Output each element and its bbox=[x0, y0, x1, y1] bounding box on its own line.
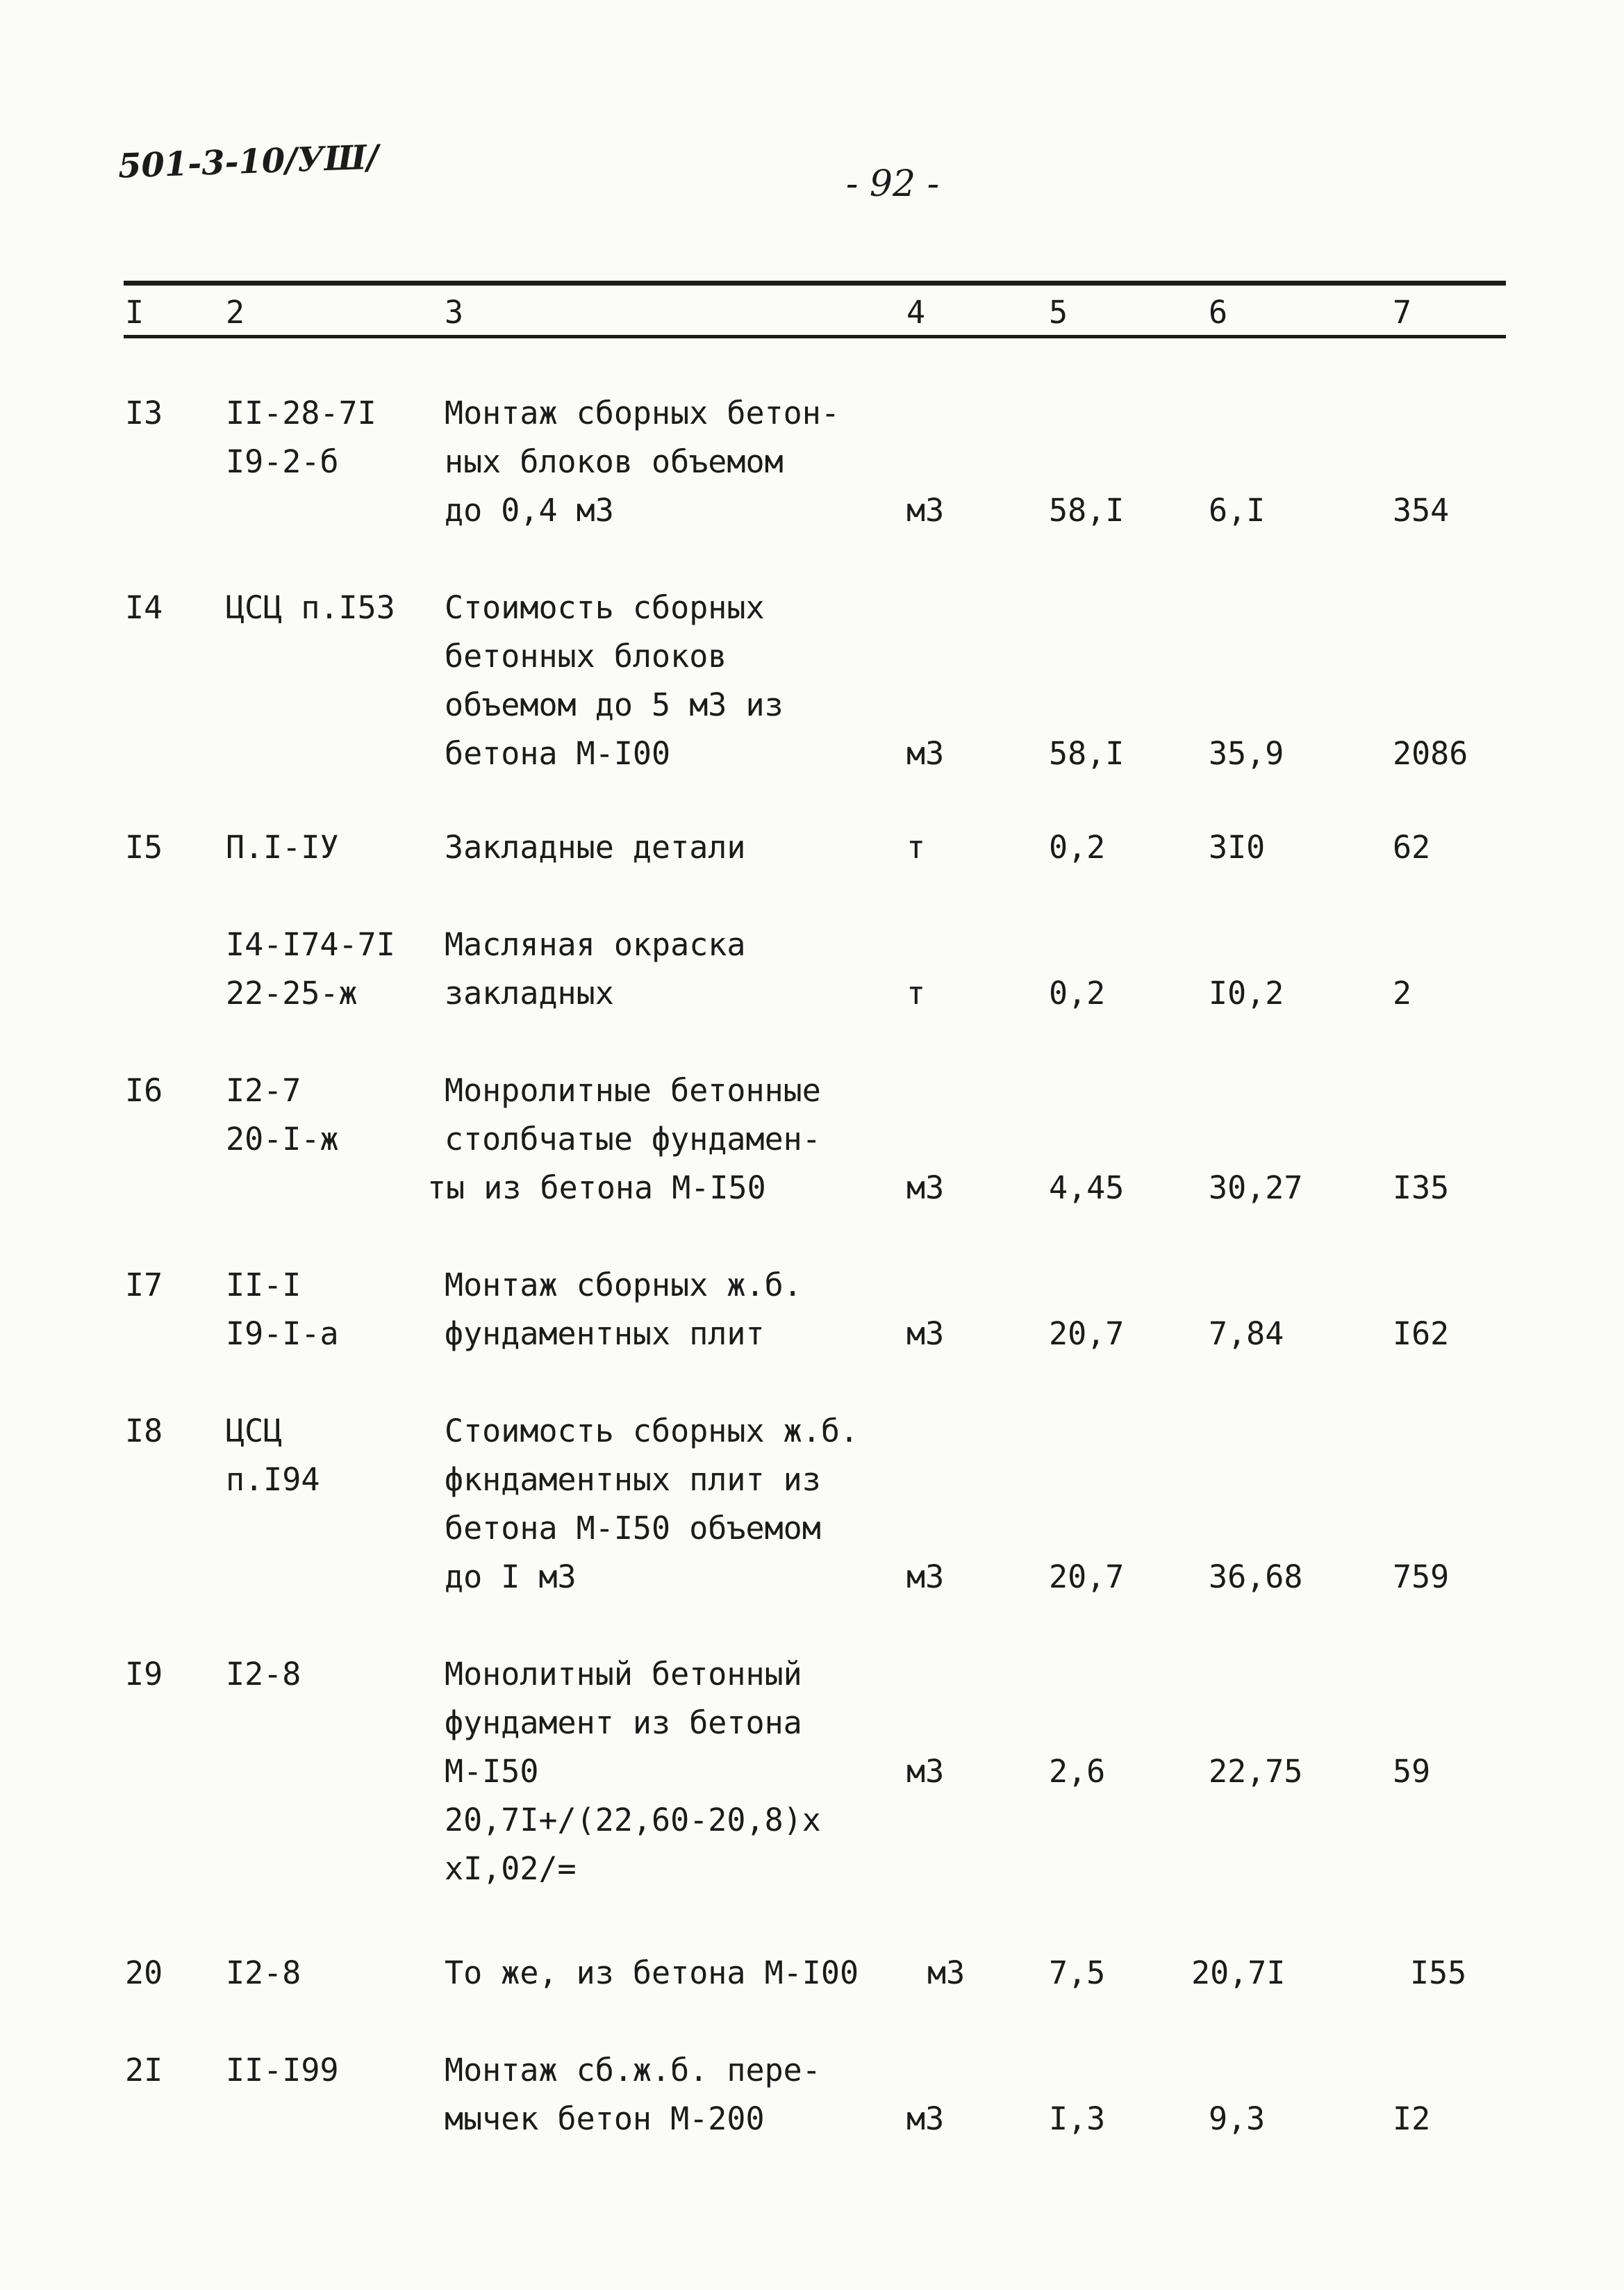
description-line: фундаментных плит bbox=[445, 1315, 765, 1352]
norm-code bbox=[226, 389, 376, 486]
unit: м3 bbox=[906, 1169, 945, 1206]
work-description bbox=[445, 389, 840, 535]
work-description bbox=[445, 1949, 859, 1997]
description-line: объемом до 5 м3 из bbox=[445, 686, 784, 723]
total-cost: I35 bbox=[1393, 1169, 1450, 1206]
norm-code-line: I2-7 bbox=[226, 1072, 301, 1109]
row-number: I4 bbox=[125, 589, 163, 626]
description-line: То же, из бетона М-I00 bbox=[445, 1954, 859, 1991]
norm-code-line: ЦСЦ п.I53 bbox=[226, 589, 395, 626]
description-line: хI,02/= bbox=[445, 1850, 577, 1887]
unit: м3 bbox=[906, 1558, 945, 1595]
norm-code-line: II-I99 bbox=[226, 2052, 339, 2089]
description-line: фундамент из бетона bbox=[445, 1704, 802, 1741]
description-line: бетона М-I50 объемом bbox=[445, 1510, 821, 1547]
description-line: Стоимость сборных ж.б. bbox=[445, 1412, 859, 1449]
total-cost: 354 bbox=[1393, 492, 1450, 529]
work-description bbox=[445, 1650, 821, 1893]
norm-code bbox=[226, 1949, 301, 1997]
header-col-4: 4 bbox=[906, 294, 926, 331]
norm-code bbox=[226, 921, 395, 1018]
work-description bbox=[445, 2046, 821, 2143]
work-description bbox=[445, 921, 745, 1018]
header-col-2: 2 bbox=[226, 294, 245, 331]
description-line: Закладные детали bbox=[445, 829, 746, 866]
norm-code bbox=[226, 823, 339, 872]
unit-price: 7,84 bbox=[1209, 1315, 1284, 1352]
description-line: до 0,4 м3 bbox=[445, 492, 614, 529]
quantity: 7,5 bbox=[1049, 1954, 1106, 1991]
norm-code bbox=[226, 1407, 320, 1504]
unit-price: 20,7I bbox=[1191, 1954, 1286, 1991]
unit: м3 bbox=[927, 1954, 966, 1991]
unit-price: 30,27 bbox=[1209, 1169, 1303, 1206]
unit: т bbox=[906, 829, 926, 866]
norm-code-line: II-28-7I bbox=[226, 395, 376, 431]
quantity: 0,2 bbox=[1049, 829, 1106, 866]
description-line: до I м3 bbox=[445, 1558, 577, 1595]
unit: м3 bbox=[906, 2100, 945, 2137]
header-col-6: 6 bbox=[1209, 294, 1228, 331]
unit-price: I0,2 bbox=[1209, 975, 1284, 1012]
description-line: М-I50 bbox=[445, 1753, 539, 1790]
unit-price: 3I0 bbox=[1209, 829, 1266, 866]
description-line: фкндаментных плит из bbox=[445, 1461, 821, 1498]
total-cost: I55 bbox=[1410, 1954, 1467, 1991]
page-number: - 92 - bbox=[845, 163, 940, 205]
description-line: ных блоков объемом bbox=[445, 443, 784, 480]
description-line: Монтаж сборных ж.б. bbox=[445, 1267, 802, 1303]
norm-code-line: п.I94 bbox=[226, 1461, 320, 1498]
header-col-1: I bbox=[125, 294, 144, 331]
description-line: бетона М-I00 bbox=[445, 735, 671, 772]
unit: т bbox=[906, 975, 926, 1012]
norm-code-line: II-I bbox=[226, 1267, 301, 1303]
row-number: I7 bbox=[125, 1267, 163, 1303]
description-line: закладных bbox=[445, 975, 614, 1012]
quantity: 58,I bbox=[1049, 735, 1125, 772]
description-line: Монолитный бетонный bbox=[445, 1656, 802, 1692]
total-cost: 59 bbox=[1393, 1753, 1431, 1790]
table-header-rule bbox=[124, 335, 1506, 338]
row-number: I5 bbox=[125, 829, 163, 866]
description-line: Масляная окраска bbox=[445, 926, 746, 963]
norm-code bbox=[226, 2046, 339, 2095]
norm-code-line: I4-I74-7I bbox=[226, 926, 395, 963]
header-col-5: 5 bbox=[1049, 294, 1068, 331]
description-line: столбчатые фундамен- bbox=[445, 1121, 821, 1158]
norm-code bbox=[226, 1066, 339, 1164]
work-description bbox=[427, 1066, 821, 1212]
unit: м3 bbox=[906, 735, 945, 772]
norm-code-line: ЦСЦ bbox=[226, 1412, 283, 1449]
norm-code-line: П.I-IУ bbox=[226, 829, 339, 866]
quantity: 20,7 bbox=[1049, 1315, 1125, 1352]
quantity: 2,6 bbox=[1049, 1753, 1106, 1790]
unit-price: 35,9 bbox=[1209, 735, 1284, 772]
description-line: Монролитные бетонные bbox=[445, 1072, 821, 1109]
norm-code bbox=[226, 1261, 339, 1358]
work-description bbox=[445, 1407, 859, 1601]
total-cost: 759 bbox=[1393, 1558, 1450, 1595]
row-number: 20 bbox=[125, 1954, 163, 1991]
norm-code bbox=[226, 1650, 301, 1699]
row-number: I6 bbox=[125, 1072, 163, 1109]
total-cost: 2086 bbox=[1393, 735, 1468, 772]
total-cost: 2 bbox=[1393, 975, 1412, 1012]
header-col-3: 3 bbox=[445, 294, 464, 331]
description-line: 20,7I+/(22,60-20,8)х bbox=[445, 1802, 821, 1838]
norm-code-line: I9-2-б bbox=[226, 443, 339, 480]
description-line: Монтаж сб.ж.б. пере- bbox=[445, 2052, 821, 2089]
document-code: 501-3-10/УШ/ bbox=[117, 138, 379, 186]
total-cost: I62 bbox=[1393, 1315, 1450, 1352]
work-description bbox=[445, 1261, 802, 1358]
row-number: I3 bbox=[125, 395, 163, 431]
work-description bbox=[445, 584, 784, 778]
table-header bbox=[0, 292, 1624, 333]
unit-price: 22,75 bbox=[1209, 1753, 1303, 1790]
quantity: 58,I bbox=[1049, 492, 1125, 529]
norm-code bbox=[226, 584, 395, 632]
unit: м3 bbox=[906, 1753, 945, 1790]
row-number: I9 bbox=[125, 1656, 163, 1692]
unit: м3 bbox=[906, 1315, 945, 1352]
quantity: 4,45 bbox=[1049, 1169, 1125, 1206]
description-line: Монтаж сборных бетон- bbox=[445, 395, 840, 431]
quantity: 20,7 bbox=[1049, 1558, 1125, 1595]
work-description bbox=[445, 823, 745, 872]
description-line: бетонных блоков bbox=[445, 638, 727, 675]
description-line: мычек бетон М-200 bbox=[445, 2100, 765, 2137]
norm-code-line: 20-I-ж bbox=[226, 1121, 339, 1158]
total-cost: I2 bbox=[1393, 2100, 1431, 2137]
unit-price: 36,68 bbox=[1209, 1558, 1303, 1595]
total-cost: 62 bbox=[1393, 829, 1431, 866]
norm-code-line: I2-8 bbox=[226, 1656, 301, 1692]
table-top-rule bbox=[124, 281, 1506, 286]
quantity: 0,2 bbox=[1049, 975, 1106, 1012]
header-col-7: 7 bbox=[1393, 294, 1412, 331]
row-number: 2I bbox=[125, 2052, 163, 2089]
description-line: ты из бетона М-I50 bbox=[427, 1169, 766, 1206]
description-line: Стоимость сборных bbox=[445, 589, 765, 626]
unit-price: 6,I bbox=[1209, 492, 1266, 529]
row-number: I8 bbox=[125, 1412, 163, 1449]
norm-code-line: I2-8 bbox=[226, 1954, 301, 1991]
unit: м3 bbox=[906, 492, 945, 529]
norm-code-line: I9-I-а bbox=[226, 1315, 339, 1352]
unit-price: 9,3 bbox=[1209, 2100, 1266, 2137]
quantity: I,3 bbox=[1049, 2100, 1106, 2137]
norm-code-line: 22-25-ж bbox=[226, 975, 358, 1012]
